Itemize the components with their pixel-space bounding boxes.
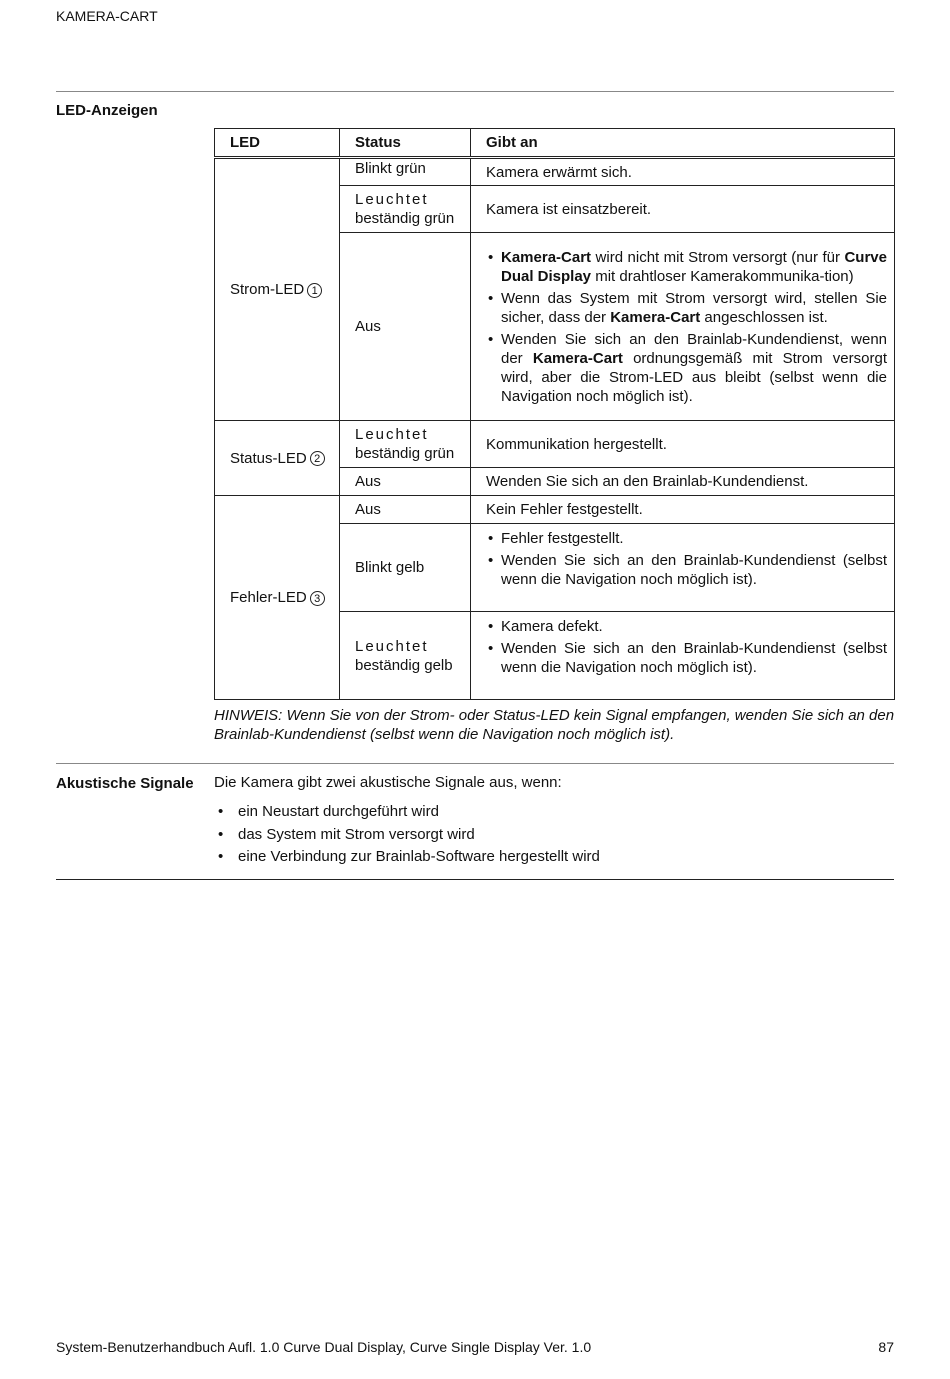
status-cell: Blinkt grün [340,158,471,186]
list-item: • eine Verbindung zur Brainlab-Software hergestellt wird [214,846,600,869]
list-item: • das System mit Strom versorgt wird [214,824,600,847]
strom-led-cell [215,158,340,421]
note-text: HINWEIS: Wenn Sie von der Strom- oder Status-LED kein Signal empfangen, wenden Sie sich an den Brainlab-Kundendienst (selbst wenn die Navigation noch möglich ist). [214,707,895,743]
section-divider [56,879,894,880]
status-led-label: Status-LED [230,449,307,467]
acoustic-intro: Die Kamera gibt zwei akustische Signale aus, wenn: [214,774,562,791]
list-item: • Fehler festgestellt. [486,529,887,548]
marker-1: 1 [307,283,322,298]
status-line: beständig grün [355,210,455,227]
meaning-cell: Wenden Sie sich an den Brainlab-Kundendienst. [471,468,895,496]
meaning-cell: Kamera ist einsatzbereit. [471,186,895,233]
running-header: KAMERA-CART [56,8,158,24]
page-number: 87 [878,1339,894,1355]
led-table [214,128,895,700]
meaning-cell: Kamera erwärmt sich. [471,158,895,186]
status-cell: Aus [340,233,471,421]
bullet-list [486,617,887,677]
section-divider [56,763,894,764]
status-line: beständig gelb [355,656,453,674]
list-item: • Kamera defekt. [486,617,887,636]
list-item: • ein Neustart durchgeführt wird [214,801,600,824]
bullet-list [486,529,887,589]
meaning-cell: Kein Fehler festgestellt. [471,496,895,524]
status-cell [340,421,471,468]
led-section-heading: LED-Anzeigen [56,102,158,119]
bullet-list [486,248,887,406]
marker-2: 2 [310,451,325,466]
list-item: • Kamera-Cart wird nicht mit Strom versorgt (nur für Curve Dual Display mit drahtloser Kamerakommunika-tion) [486,248,887,286]
list-item: • Wenden Sie sich an den Brainlab-Kundendienst (selbst wenn die Navigation noch möglich ist). [486,639,887,677]
list-item: • Wenden Sie sich an den Brainlab-Kundendienst, wenn der Kamera-Cart ordnungsgemäß mit Strom versorgt wird, aber die Strom-LED aus bleibt (selbst wenn die Navigation noch möglich ist). [486,330,887,406]
status-cell: Aus [340,496,471,524]
section-divider [56,91,894,92]
status-line: Leuchtet [355,637,429,655]
list-item: • Wenn das System mit Strom versorgt wird, stellen Sie sicher, dass der Kamera-Cart angeschlossen ist. [486,289,887,327]
fehler-led-label: Fehler-LED [230,589,307,606]
table-row [215,421,895,468]
acoustic-list [214,801,600,869]
column-header-led: LED [215,129,340,158]
column-header-status: Status [340,129,471,158]
status-cell: Aus [340,468,471,496]
footer-text: System-Benutzerhandbuch Aufl. 1.0 Curve Dual Display, Curve Single Display Ver. 1.0 [56,1339,592,1355]
status-line: Leuchtet [355,426,429,443]
status-led-cell [215,421,340,496]
status-cell: Blinkt gelb [340,524,471,612]
strom-led-label: Strom-LED [230,281,305,298]
column-header-meaning: Gibt an [471,129,895,158]
meaning-cell [471,524,895,612]
acoustic-section-heading: Akustische Signale [56,775,194,792]
list-item: • Wenden Sie sich an den Brainlab-Kundendienst (selbst wenn die Navigation noch möglich ist). [486,551,887,589]
marker-3: 3 [310,591,325,606]
meaning-cell: Kommunikation hergestellt. [471,421,895,468]
table-row [215,158,895,186]
status-line: Leuchtet [355,191,429,208]
table-header-row [215,129,895,158]
table-row [215,496,895,524]
status-cell [340,186,471,233]
status-line: beständig grün [355,445,455,462]
fehler-led-cell [215,496,340,700]
status-cell [340,612,471,700]
meaning-cell [471,233,895,421]
meaning-cell [471,612,895,700]
